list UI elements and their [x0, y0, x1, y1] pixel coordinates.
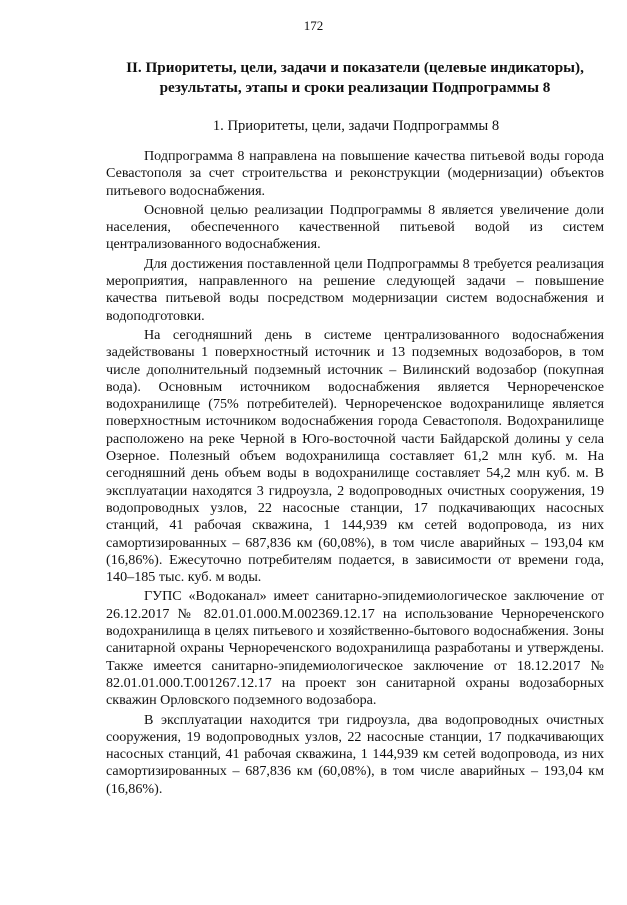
paragraph-4: На сегодняшний день в системе централизованного водоснабжения задействованы 1 поверхностный источник и 13 подземных водозаборов, в том числе дополнительный подземный источник – Вилинский водозабор (покупная вода). Основным источником водоснабжения является Чернореченское водохранилище (75% потребителей). Чернореченское водохранилище является поверхностным источником водоснабжения города Севастополя. Водохранилище расположено на реке Черной в Юго-восточной части Байдарской долины у села Озерное. Полезный объем водохранилища составляет 61,2 млн куб. м. На сегодняшний день объем воды в водохранилище составляет 54,2 млн куб. м. В эксплуатации находятся 3 гидроузла, 2 водопроводных очистных сооружения, 19 водопроводных узлов, 22 насосные станции, 17 подкачивающих насосных станций, 41 рабочая скважина, 1 144,939 км сетей водопровода, из них самортизированных – 687,836 км (60,08%), в том числе аварийных – 193,04 км (16,86%). Ежесуточно потребителям подается, в зависимости от времени года, 140–185 тыс. куб. м воды. — [106, 326, 604, 586]
paragraph-6: В эксплуатации находится три гидроузла, два водопроводных очистных сооружения, 19 водопроводных узлов, 22 насосные станции, 17 подкачивающих насосных станций, 41 рабочая скважина, 1 144,939 км сетей водопровода, из них самортизированных – 687,836 км (60,08%), в том числе аварийных – 193,04 км (16,86%). — [106, 711, 604, 797]
page-number: 172 — [303, 18, 324, 33]
paragraph-1: Подпрограмма 8 направлена на повышение качества питьевой воды города Севастополя за счет строительства и реконструкции (модернизации) объектов питьевого водоснабжения. — [106, 148, 604, 199]
paragraph-2: Основной целью реализации Подпрограммы 8 является увеличение доли населения, обеспеченного качественной питьевой водой из систем централизованного водоснабжения. — [106, 201, 604, 253]
section-heading: II. Приоритеты, цели, задачи и показатели (целевые индикаторы), результаты, этапы и сроки реализации Подпрограммы 8 — [126, 59, 584, 96]
body-text — [106, 148, 604, 800]
paragraph-3: Для достижения поставленной цели Подпрограммы 8 требуется реализация мероприятия, направленного на решение следующей задачи – повышение качества питьевой воды посредством модернизации систем водоснабжения и водоподготовки. — [106, 255, 604, 324]
sub-heading: 1. Приоритеты, цели, задачи Подпрограммы 8 — [212, 118, 500, 134]
paragraph-5: ГУПС «Водоканал» имеет санитарно-эпидемиологическое заключение от 26.12.2017 № 82.01.01.000.М.002369.12.17 на использование Чернореченского водохранилища в целях питьевого и хозяйственно-бытового водоснабжения. Зоны санитарной охраны Чернореченского водохранилища разработаны и утверждены. Также имеется санитарно-эпидемиологическое заключение от 18.12.2017 № 82.01.01.000.Т.001267.12.17 на проект зон санитарной охраны водозаборных скважин Орловского подземного водозабора. — [106, 588, 604, 709]
